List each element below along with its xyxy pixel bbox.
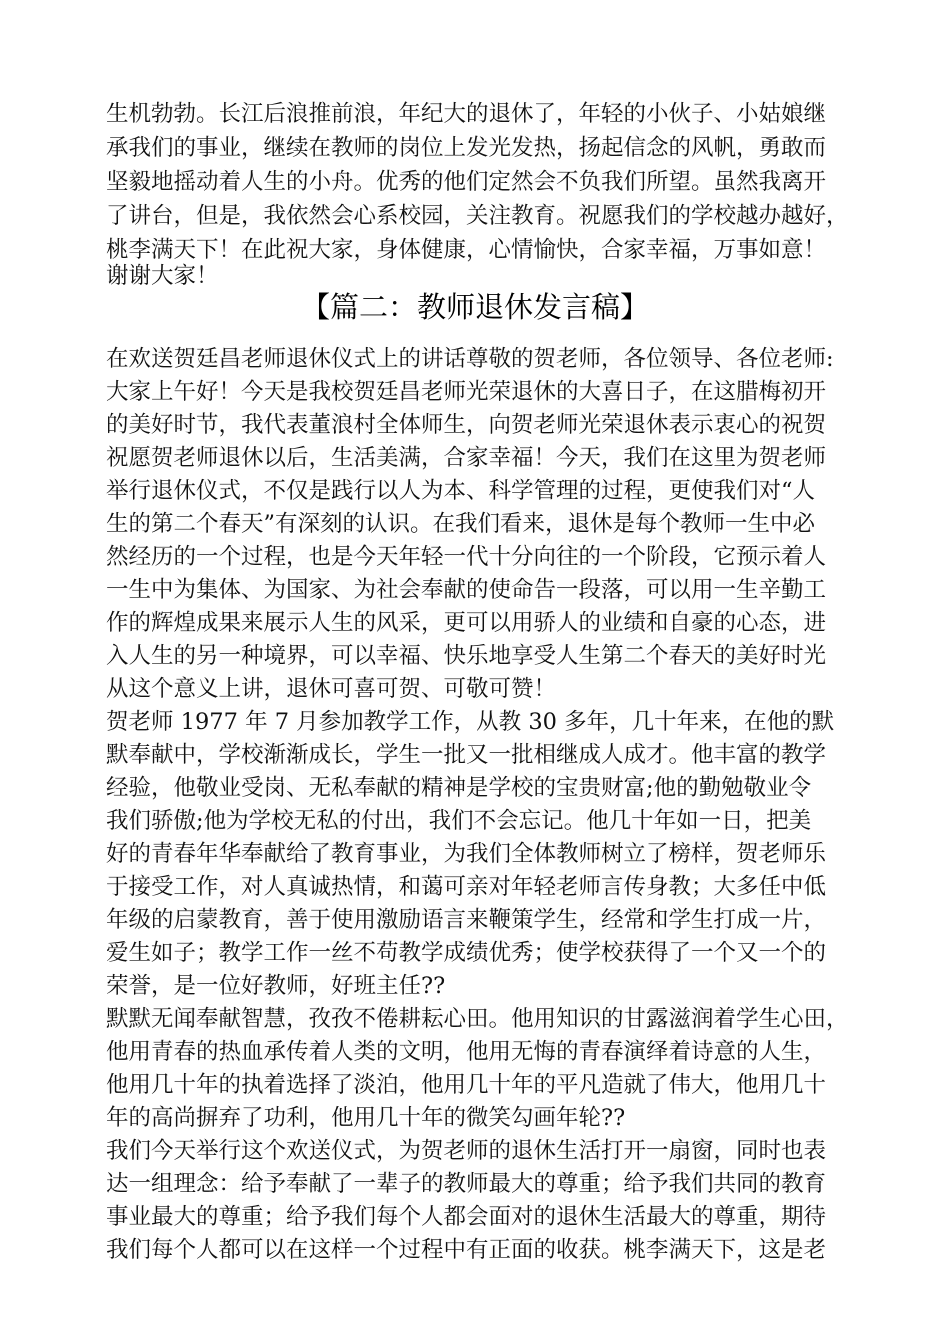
text-line: 承我们的事业，继续在教师的岗位上发光发热，扬起信念的风帆，勇敢而 xyxy=(106,135,827,161)
text-line: 他用青春的热血承传着人类的文明，他用无悔的青春演绎着诗意的人生， xyxy=(106,1039,827,1065)
text-line: 他用几十年的执着选择了淡泊，他用几十年的平凡造就了伟大，他用几十 xyxy=(106,1072,827,1098)
text-line: 从这个意义上讲，退休可喜可贺、可敬可赞！ xyxy=(106,676,557,702)
text-line: 经验，他敬业受岗、无私奉献的精神是学校的宝贵财富;他的勤勉敬业令 xyxy=(106,775,812,801)
text-line: 生机勃勃。长江后浪推前浪，年纪大的退休了，年轻的小伙子、小姑娘继 xyxy=(106,101,827,127)
text-line: 入人生的另一种境界，可以幸福、快乐地享受人生第二个春天的美好时光 xyxy=(106,643,827,669)
text-line: 然经历的一个过程，也是今天年轻一代十分向往的一个阶段，它预示着人 xyxy=(106,544,827,570)
text-line: 默默无闻奉献智慧，孜孜不倦耕耘心田。他用知识的甘露滋润着学生心田， xyxy=(106,1006,849,1032)
text-line: 贺老师 1977 年 7 月参加教学工作，从教 30 多年，几十年来，在他的默 xyxy=(106,709,835,735)
text-line: 我们每个人都可以在这样一个过程中有正面的收获。桃李满天下，这是老 xyxy=(106,1237,827,1263)
text-line: 于接受工作，对人真诚热情，和蔼可亲对年轻老师言传身教；大多任中低 xyxy=(106,874,827,900)
text-line: 祝愿贺老师退休以后，生活美满，合家幸福！今天，我们在这里为贺老师 xyxy=(106,445,827,471)
text-line: 桃李满天下！在此祝大家，身体健康，心情愉快，合家幸福，万事如意！ xyxy=(106,237,827,263)
text-line: 爱生如子；教学工作一丝不苟教学成绩优秀；使学校获得了一个又一个的 xyxy=(106,940,827,966)
section-title: 【篇二：教师退休发言稿】 xyxy=(300,290,649,324)
text-line: 我们今天举行这个欢送仪式，为贺老师的退休生活打开一扇窗，同时也表 xyxy=(106,1138,827,1164)
text-line: 年的高尚摒弃了功利，他用几十年的微笑勾画年轮?? xyxy=(106,1105,626,1131)
text-line: 好的青春年华奉献给了教育事业，为我们全体教师树立了榜样，贺老师乐 xyxy=(106,841,827,867)
text-line: 默奉献中，学校渐渐成长，学生一批又一批相继成人成才。他丰富的教学 xyxy=(106,742,827,768)
text-line: 达一组理念：给予奉献了一辈子的教师最大的尊重；给予我们共同的教育 xyxy=(106,1171,827,1197)
text-line: 荣誉，是一位好教师，好班主任?? xyxy=(106,973,446,999)
text-line: 生的第二个春天”有深刻的认识。在我们看来，退休是每个教师一生中必 xyxy=(106,511,816,537)
text-line: 年级的启蒙教育，善于使用激励语言来鞭策学生，经常和学生打成一片， xyxy=(106,907,827,933)
text-line: 在欢送贺廷昌老师退休仪式上的讲话尊敬的贺老师，各位领导、各位老师: xyxy=(106,346,834,372)
text-line: 我们骄傲;他为学校无私的付出，我们不会忘记。他几十年如一日，把美 xyxy=(106,808,812,834)
text-line: 事业最大的尊重；给予我们每个人都会面对的退休生活最大的尊重，期待 xyxy=(106,1204,827,1230)
text-line: 了讲台，但是，我依然会心系校园，关注教育。祝愿我们的学校越办越好， xyxy=(106,203,849,229)
text-line: 大家上午好！今天是我校贺廷昌老师光荣退休的大喜日子，在这腊梅初开 xyxy=(106,379,827,405)
text-line: 一生中为集体、为国家、为社会奉献的使命告一段落，可以用一生辛勤工 xyxy=(106,577,827,603)
text-line: 的美好时节，我代表董浪村全体师生，向贺老师光荣退休表示衷心的祝贺 xyxy=(106,412,827,438)
text-line: 谢谢大家！ xyxy=(106,263,219,289)
text-line: 作的辉煌成果来展示人生的风采，更可以用骄人的业绩和自豪的心态，进 xyxy=(106,610,827,636)
text-line: 坚毅地摇动着人生的小舟。优秀的他们定然会不负我们所望。虽然我离开 xyxy=(106,169,827,195)
text-line: 举行退休仪式，不仅是践行以人为本、科学管理的过程，更使我们对“人 xyxy=(106,478,816,504)
